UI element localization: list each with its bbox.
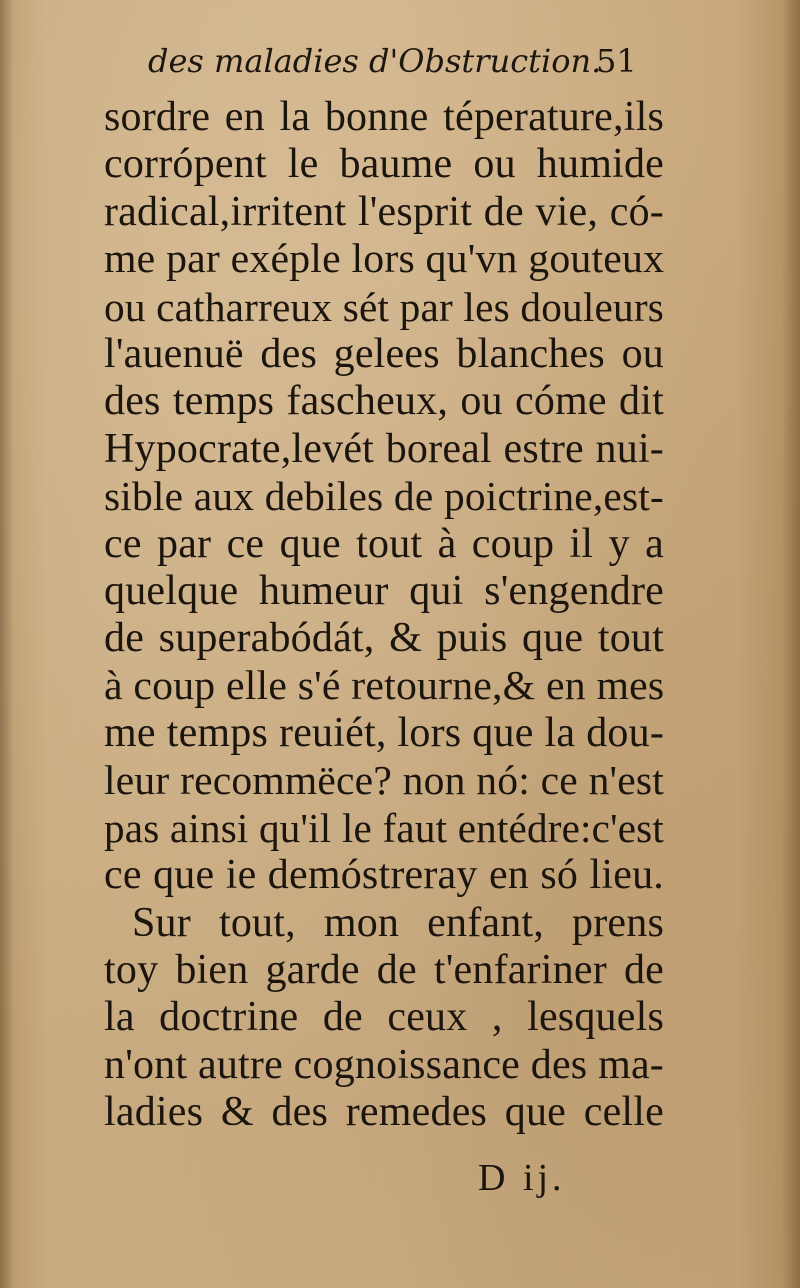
gathering-signature: D ij. bbox=[478, 1157, 566, 1199]
text-line: ou catharreux sét par les douleurs bbox=[104, 283, 665, 330]
text-line: sible aux debiles de poictrine,est- bbox=[104, 473, 664, 520]
text-line: Hypocrate,levét boreal estre nui- bbox=[104, 425, 664, 472]
text-line: ce par ce que tout à coup il y a bbox=[104, 520, 664, 567]
paragraph-start-line: Sur tout, mon enfant, prens bbox=[132, 899, 664, 946]
text-line: sordre en la bonne téperature,ils bbox=[104, 94, 664, 140]
text-line: radical,irritent l'esprit de vie, có- bbox=[104, 188, 664, 235]
text-line: de superabódát, & puis que tout bbox=[104, 615, 664, 662]
page-edge-shadow-right bbox=[782, 0, 800, 1288]
text-line: leur recommëce? non nó: ce n'est bbox=[104, 757, 664, 804]
text-line: quelque humeur qui s'engendre bbox=[104, 567, 664, 614]
body-text bbox=[104, 94, 664, 1137]
text-line: me temps reuiét, lors que la dou- bbox=[104, 710, 664, 757]
text-line: la doctrine de ceux , lesquels bbox=[104, 994, 664, 1041]
text-line: toy bien garde de t'enfariner de bbox=[104, 947, 664, 994]
text-line: l'auenuë des gelees blanches ou bbox=[104, 330, 664, 377]
text-line: des temps fascheux, ou cóme dit bbox=[104, 378, 664, 425]
page-edge-shadow-left bbox=[0, 0, 14, 1288]
running-title: des maladies d'Obstruction. bbox=[148, 42, 602, 80]
text-line: ce que ie demóstreray en só lieu. bbox=[104, 852, 664, 899]
text-line: corrópent le baume ou humide bbox=[104, 141, 664, 188]
text-line: n'ont autre cognoissance des ma- bbox=[104, 1041, 664, 1088]
page-number: 51 bbox=[596, 42, 637, 80]
text-line: pas ainsi qu'il le faut entédre:c'est bbox=[104, 804, 664, 851]
text-line: à coup elle s'é retourne,& en mes bbox=[104, 662, 665, 709]
text-line: ladies & des remedes que celle bbox=[104, 1089, 664, 1136]
text-line: me par exéple lors qu'vn gouteux bbox=[104, 236, 665, 283]
